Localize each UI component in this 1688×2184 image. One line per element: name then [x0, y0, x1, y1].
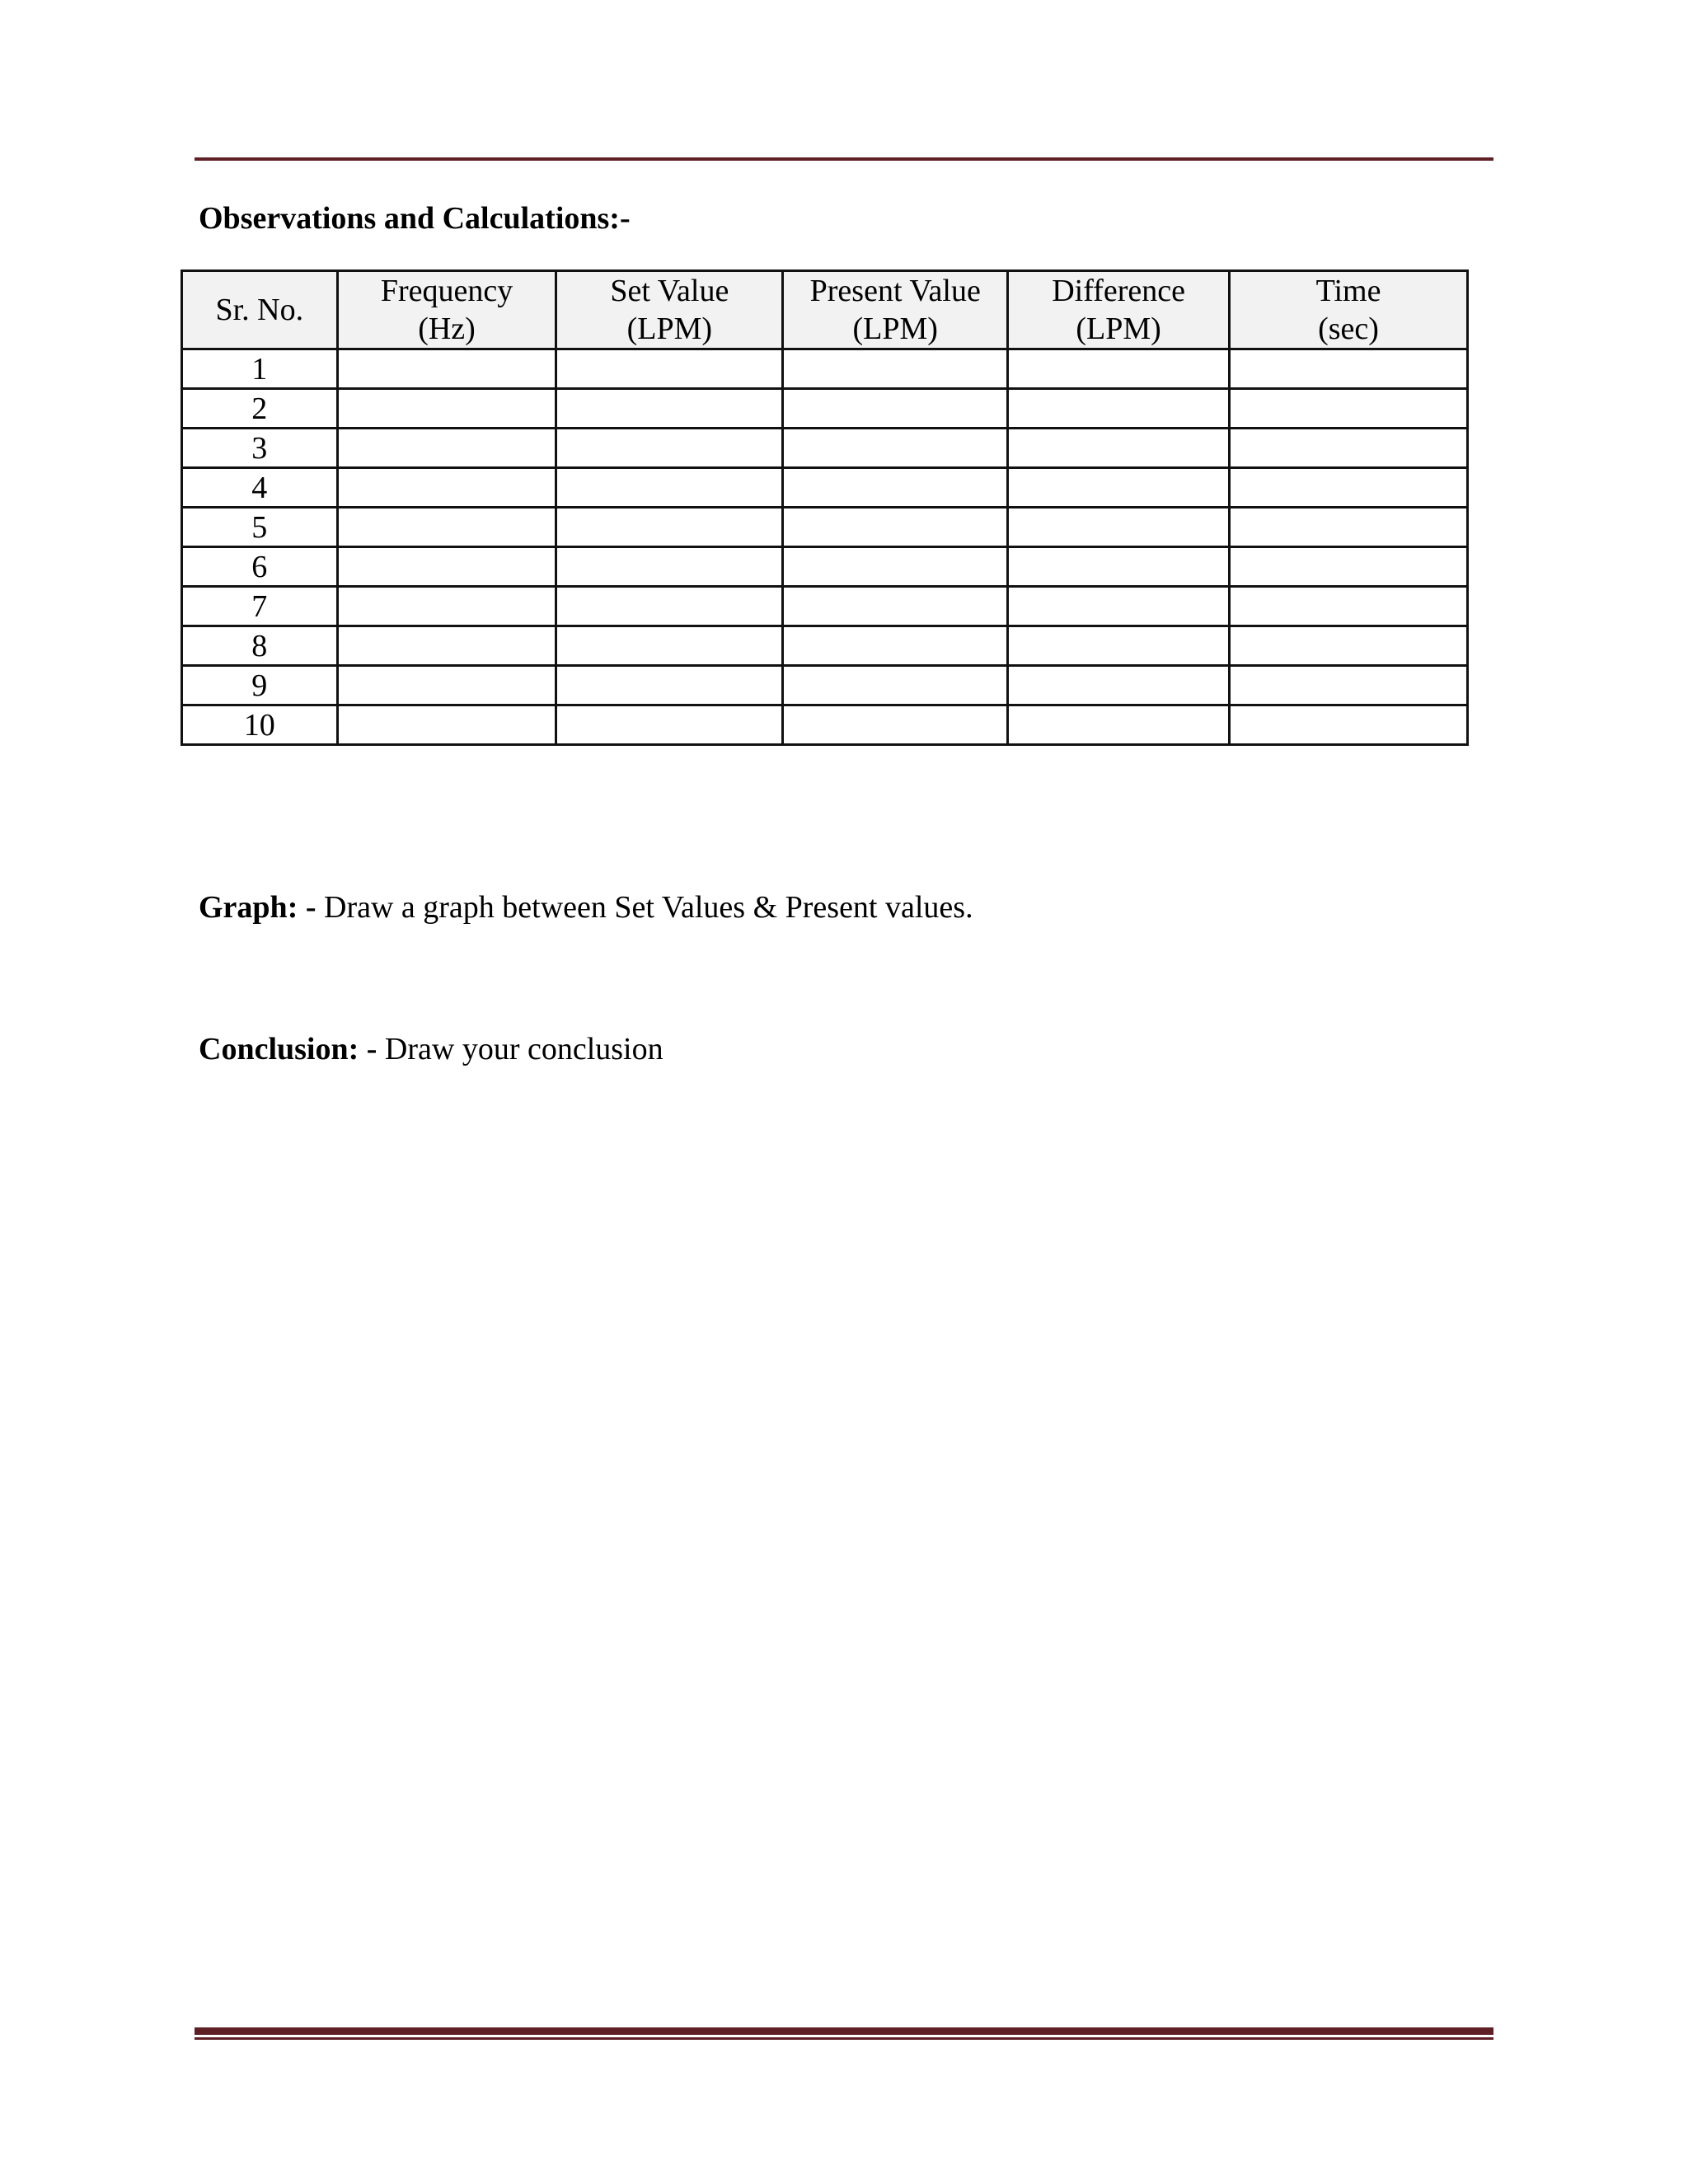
sr-no-cell: 8	[182, 626, 338, 666]
frequency-cell	[337, 626, 556, 666]
time-cell	[1230, 349, 1468, 389]
table-body	[182, 349, 1468, 745]
time-cell	[1230, 666, 1468, 705]
present-value-cell	[783, 349, 1008, 389]
sr-no-cell: 10	[182, 705, 338, 745]
time-cell	[1230, 705, 1468, 745]
set-value-cell	[556, 508, 783, 547]
difference-cell	[1008, 389, 1230, 429]
set-value-cell	[556, 389, 783, 429]
present-value-cell	[783, 508, 1008, 547]
difference-cell	[1008, 468, 1230, 508]
present-value-cell	[783, 429, 1008, 468]
set-value-cell	[556, 349, 783, 389]
conclusion-instruction	[199, 1029, 663, 1070]
time-cell	[1230, 429, 1468, 468]
conclusion-text: Draw your conclusion	[377, 1032, 663, 1066]
header-time: Time (sec)	[1230, 271, 1468, 349]
header-sr-no: Sr. No.	[182, 271, 338, 349]
graph-text: Draw a graph between Set Values & Present values.	[316, 890, 973, 925]
set-value-cell	[556, 429, 783, 468]
table-row	[182, 349, 1468, 389]
set-value-cell	[556, 587, 783, 626]
time-cell	[1230, 508, 1468, 547]
present-value-cell	[783, 468, 1008, 508]
difference-cell	[1008, 666, 1230, 705]
time-cell	[1230, 547, 1468, 587]
frequency-cell	[337, 349, 556, 389]
table-row	[182, 508, 1468, 547]
sr-no-cell: 9	[182, 666, 338, 705]
graph-instruction	[199, 887, 973, 928]
difference-cell	[1008, 705, 1230, 745]
difference-cell	[1008, 429, 1230, 468]
frequency-cell	[337, 587, 556, 626]
present-value-cell	[783, 666, 1008, 705]
set-value-cell	[556, 705, 783, 745]
sr-no-cell: 2	[182, 389, 338, 429]
table-row	[182, 429, 1468, 468]
frequency-cell	[337, 468, 556, 508]
header-frequency: Frequency (Hz)	[337, 271, 556, 349]
frequency-cell	[337, 389, 556, 429]
frequency-cell	[337, 429, 556, 468]
set-value-cell	[556, 626, 783, 666]
header-set-value: Set Value (LPM)	[556, 271, 783, 349]
table-row	[182, 666, 1468, 705]
frequency-cell	[337, 508, 556, 547]
bottom-divider-rule-thick	[195, 2027, 1493, 2035]
table-row	[182, 626, 1468, 666]
sr-no-cell: 1	[182, 349, 338, 389]
set-value-cell	[556, 666, 783, 705]
difference-cell	[1008, 587, 1230, 626]
sr-no-cell: 6	[182, 547, 338, 587]
bottom-divider-rule-thin	[195, 2037, 1493, 2040]
section-heading: Observations and Calculations:-	[199, 201, 631, 236]
table-row	[182, 389, 1468, 429]
difference-cell	[1008, 349, 1230, 389]
set-value-cell	[556, 547, 783, 587]
set-value-cell	[556, 468, 783, 508]
difference-cell	[1008, 626, 1230, 666]
frequency-cell	[337, 547, 556, 587]
time-cell	[1230, 468, 1468, 508]
difference-cell	[1008, 547, 1230, 587]
top-divider-rule	[195, 157, 1493, 161]
frequency-cell	[337, 705, 556, 745]
present-value-cell	[783, 587, 1008, 626]
table-row	[182, 705, 1468, 745]
present-value-cell	[783, 626, 1008, 666]
sr-no-cell: 3	[182, 429, 338, 468]
header-difference: Difference (LPM)	[1008, 271, 1230, 349]
table-header-row	[182, 271, 1468, 349]
table-row	[182, 587, 1468, 626]
time-cell	[1230, 626, 1468, 666]
sr-no-cell: 5	[182, 508, 338, 547]
frequency-cell	[337, 666, 556, 705]
table-row	[182, 547, 1468, 587]
present-value-cell	[783, 547, 1008, 587]
time-cell	[1230, 587, 1468, 626]
sr-no-cell: 7	[182, 587, 338, 626]
observations-table	[181, 269, 1469, 746]
present-value-cell	[783, 705, 1008, 745]
difference-cell	[1008, 508, 1230, 547]
sr-no-cell: 4	[182, 468, 338, 508]
table-row	[182, 468, 1468, 508]
conclusion-label: Conclusion: -	[199, 1032, 377, 1066]
header-present-value: Present Value (LPM)	[783, 271, 1008, 349]
present-value-cell	[783, 389, 1008, 429]
time-cell	[1230, 389, 1468, 429]
graph-label: Graph: -	[199, 890, 316, 925]
